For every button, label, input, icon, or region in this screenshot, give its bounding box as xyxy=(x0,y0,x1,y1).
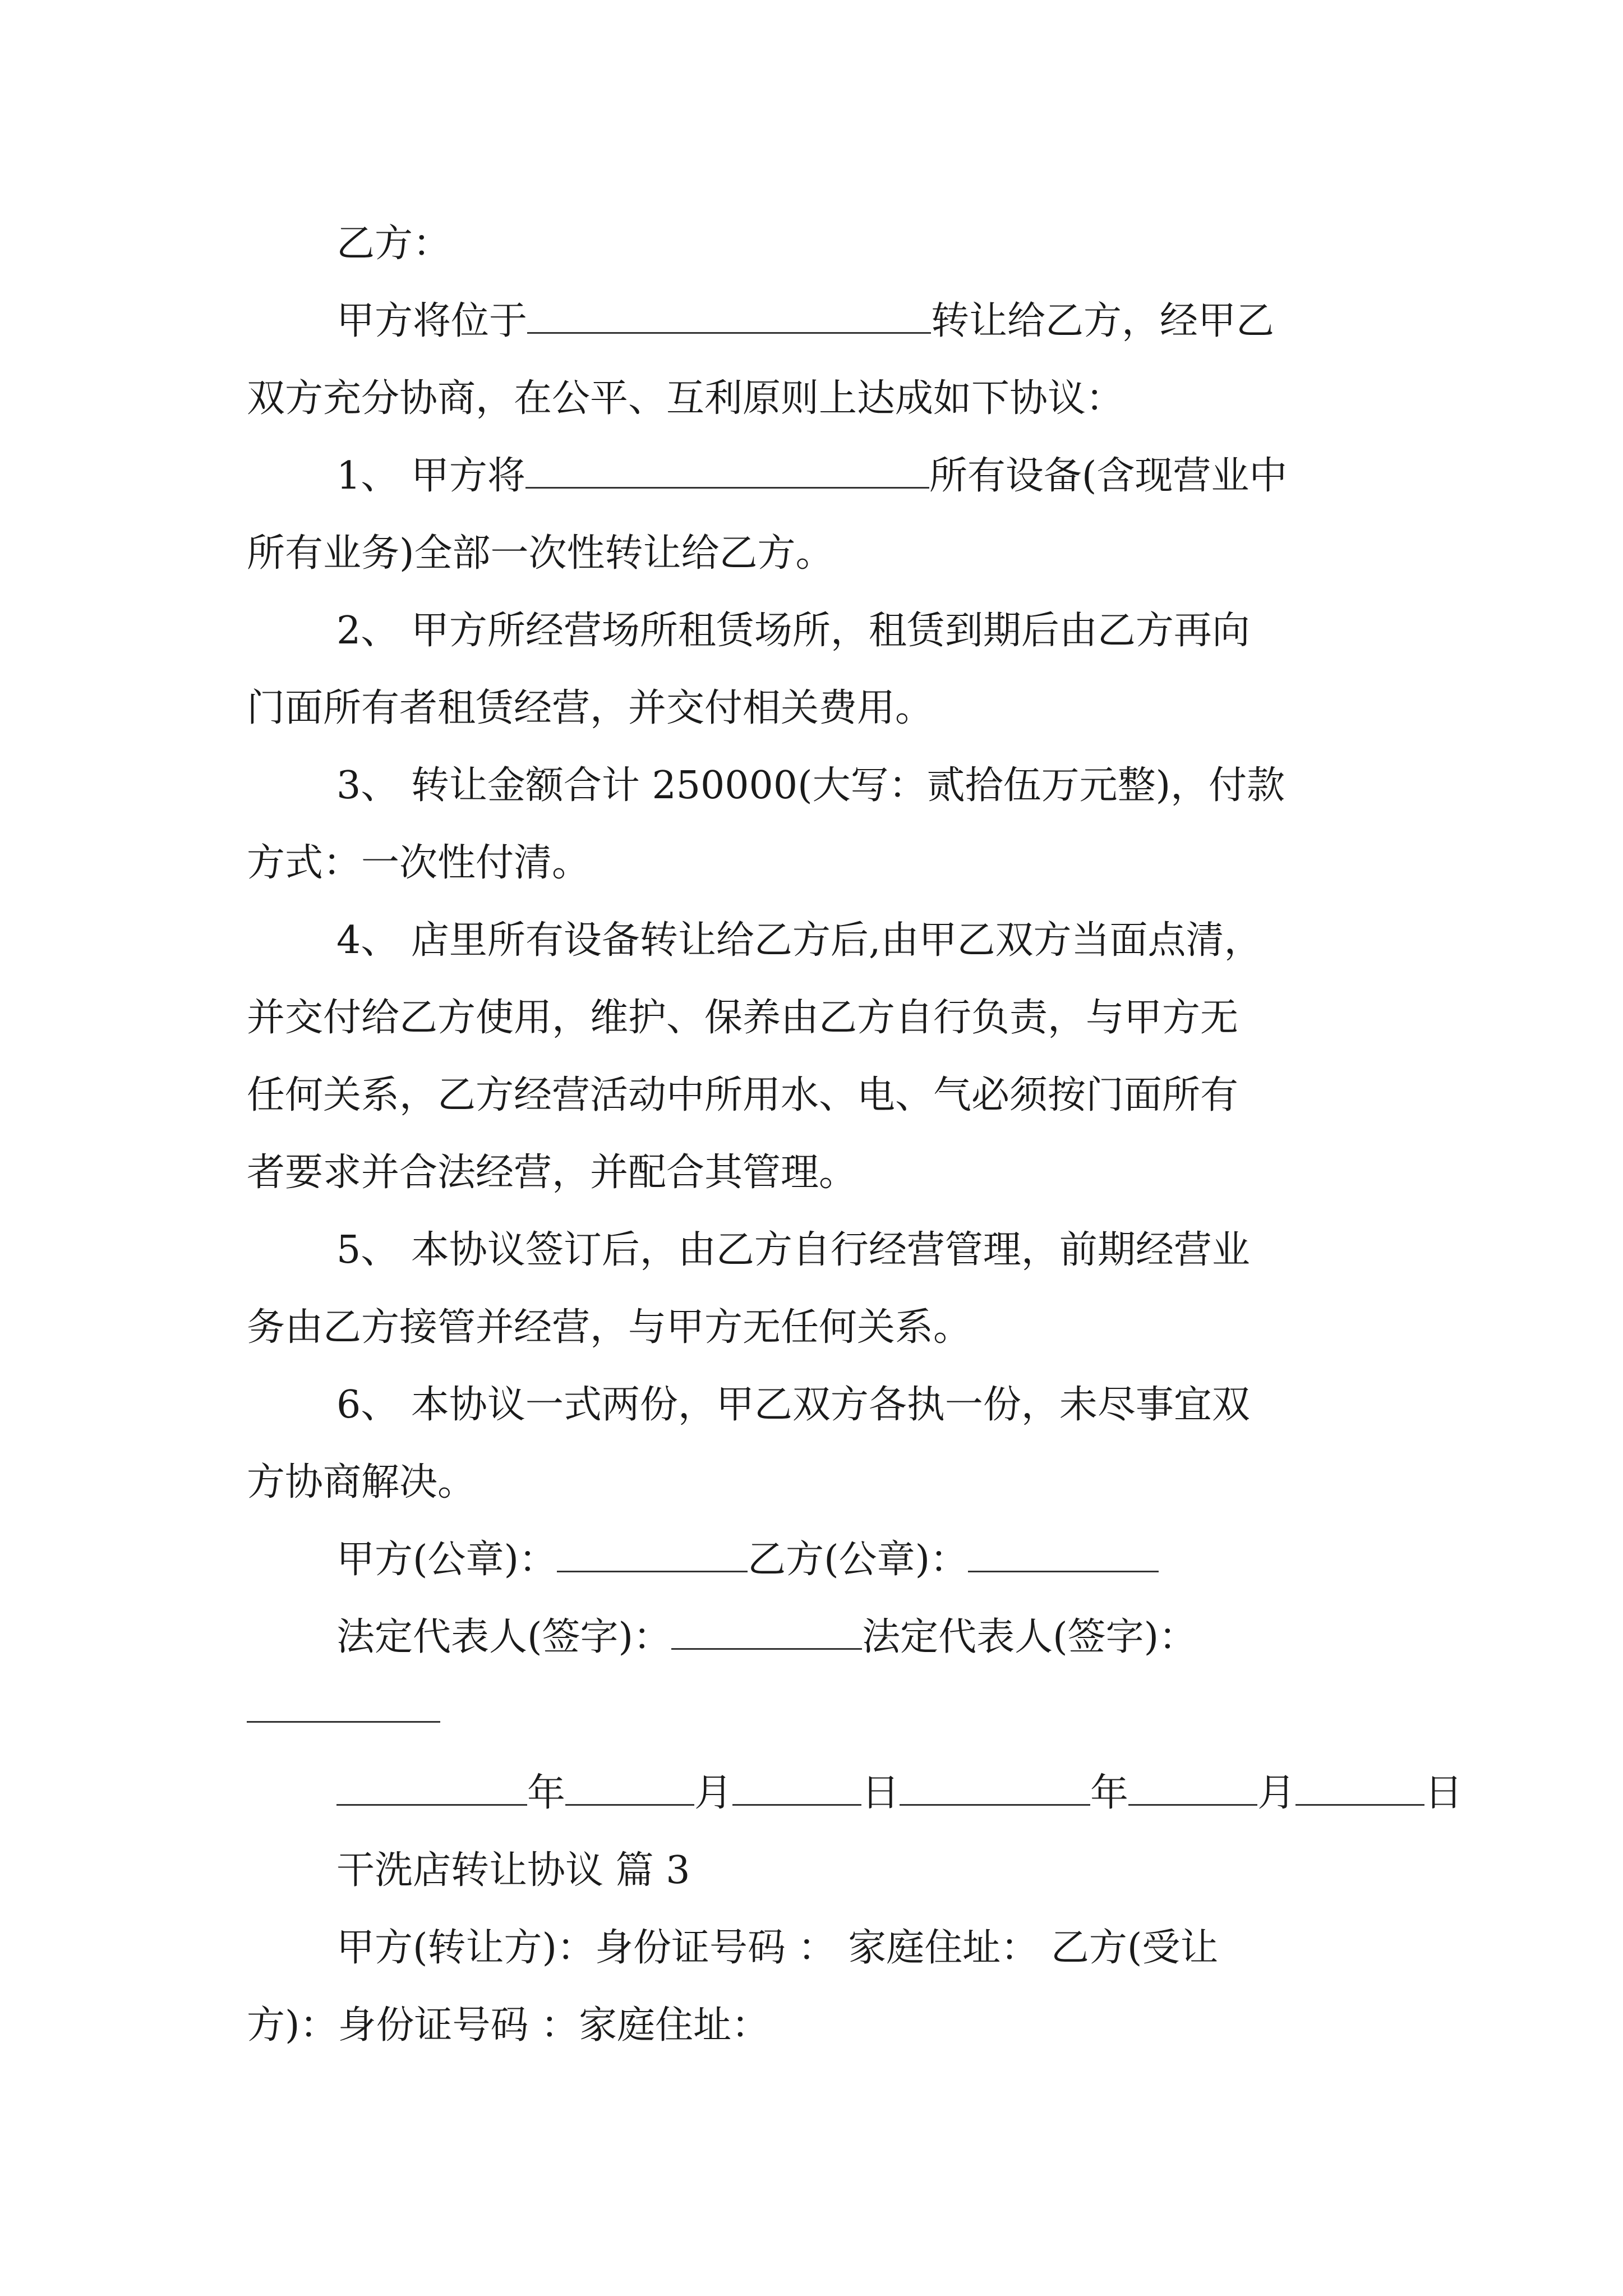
intro-line-1 xyxy=(336,283,1274,360)
party-b-seal-blank xyxy=(968,1536,1159,1572)
month-blank-a xyxy=(565,1769,694,1806)
clause-1-line-1 xyxy=(336,438,1287,515)
year-blank-b xyxy=(900,1769,1090,1806)
clause-4-line-1: 4、 店里所有设备转让给乙方后,由甲乙双方当面点清， xyxy=(336,918,1262,963)
clause-1-text-b: 所有设备(含现营业中 xyxy=(929,454,1288,498)
party-b-rep-label: 法定代表人(签字)： xyxy=(862,1615,1197,1659)
party-a-rep-blank xyxy=(671,1613,862,1650)
intro-line-2: 双方充分协商，在公平、互利原则上达成如下协议： xyxy=(247,376,1124,421)
party-a-seal-label: 甲方(公章)： xyxy=(336,1538,557,1582)
clause-6-line-1: 6、 本协议一式两份，甲乙双方各执一份，未尽事宜双 xyxy=(336,1383,1250,1427)
day-blank-a xyxy=(732,1769,861,1806)
year-blank-a xyxy=(336,1769,527,1806)
day-blank-b xyxy=(1295,1769,1424,1806)
clause-1-line-2: 所有业务)全部一次性转让给乙方。 xyxy=(247,531,834,576)
parties-line-2: 方)：身份证号码 ：家庭住址： xyxy=(247,2003,770,2047)
party-b-label: 乙方： xyxy=(336,222,451,266)
month-label-a: 月 xyxy=(694,1771,733,1815)
representative-line xyxy=(336,1599,1197,1676)
party-b-rep-blank xyxy=(247,1721,440,1723)
equipment-blank xyxy=(525,452,929,489)
clause-4-line-4: 者要求并合法经营，并配合其管理。 xyxy=(247,1151,857,1195)
location-blank xyxy=(527,297,931,334)
year-label-b: 年 xyxy=(1090,1771,1129,1815)
clause-3-line-2: 方式：一次性付清。 xyxy=(247,841,591,885)
day-label-a: 日 xyxy=(861,1771,900,1815)
clause-5-line-1: 5、 本协议签订后，由乙方自行经营管理，前期经营业 xyxy=(336,1228,1250,1272)
parties-line-1: 甲方(转让方)：身份证号码 ： 家庭住址： 乙方(受让 xyxy=(336,1926,1219,1970)
clause-6-line-2: 方协商解决。 xyxy=(247,1460,476,1504)
clause-2-line-1: 2、 甲方所经营场所租赁场所，租赁到期后由乙方再向 xyxy=(336,609,1250,653)
month-label-b: 月 xyxy=(1257,1771,1296,1815)
party-b-seal-label: 乙方(公章)： xyxy=(748,1538,969,1582)
section-title: 干洗店转让协议 篇 3 xyxy=(336,1848,690,1893)
month-blank-b xyxy=(1128,1769,1257,1806)
date-line xyxy=(336,1755,1463,1832)
year-label-a: 年 xyxy=(527,1771,566,1815)
seal-line xyxy=(336,1521,1159,1599)
intro-text-a: 甲方将位于 xyxy=(336,299,528,343)
party-a-rep-label: 法定代表人(签字)： xyxy=(336,1615,672,1659)
intro-text-b: 转让给乙方，经甲乙 xyxy=(931,299,1275,343)
clause-1-text-a: 1、 甲方将 xyxy=(336,454,525,498)
party-a-seal-blank xyxy=(557,1536,748,1572)
clause-4-line-2: 并交付给乙方使用，维护、保养由乙方自行负责，与甲方无 xyxy=(247,996,1239,1040)
clause-2-line-2: 门面所有者租赁经营，并交付相关费用。 xyxy=(247,686,934,730)
day-label-b: 日 xyxy=(1424,1771,1463,1815)
clause-5-line-2: 务由乙方接管并经营，与甲方无任何关系。 xyxy=(247,1305,972,1350)
clause-4-line-3: 任何关系，乙方经营活动中所用水、电、气必须按门面所有 xyxy=(247,1073,1239,1117)
clause-3-line-1: 3、 转让金额合计 250000(大写：贰拾伍万元整)，付款 xyxy=(336,763,1285,808)
